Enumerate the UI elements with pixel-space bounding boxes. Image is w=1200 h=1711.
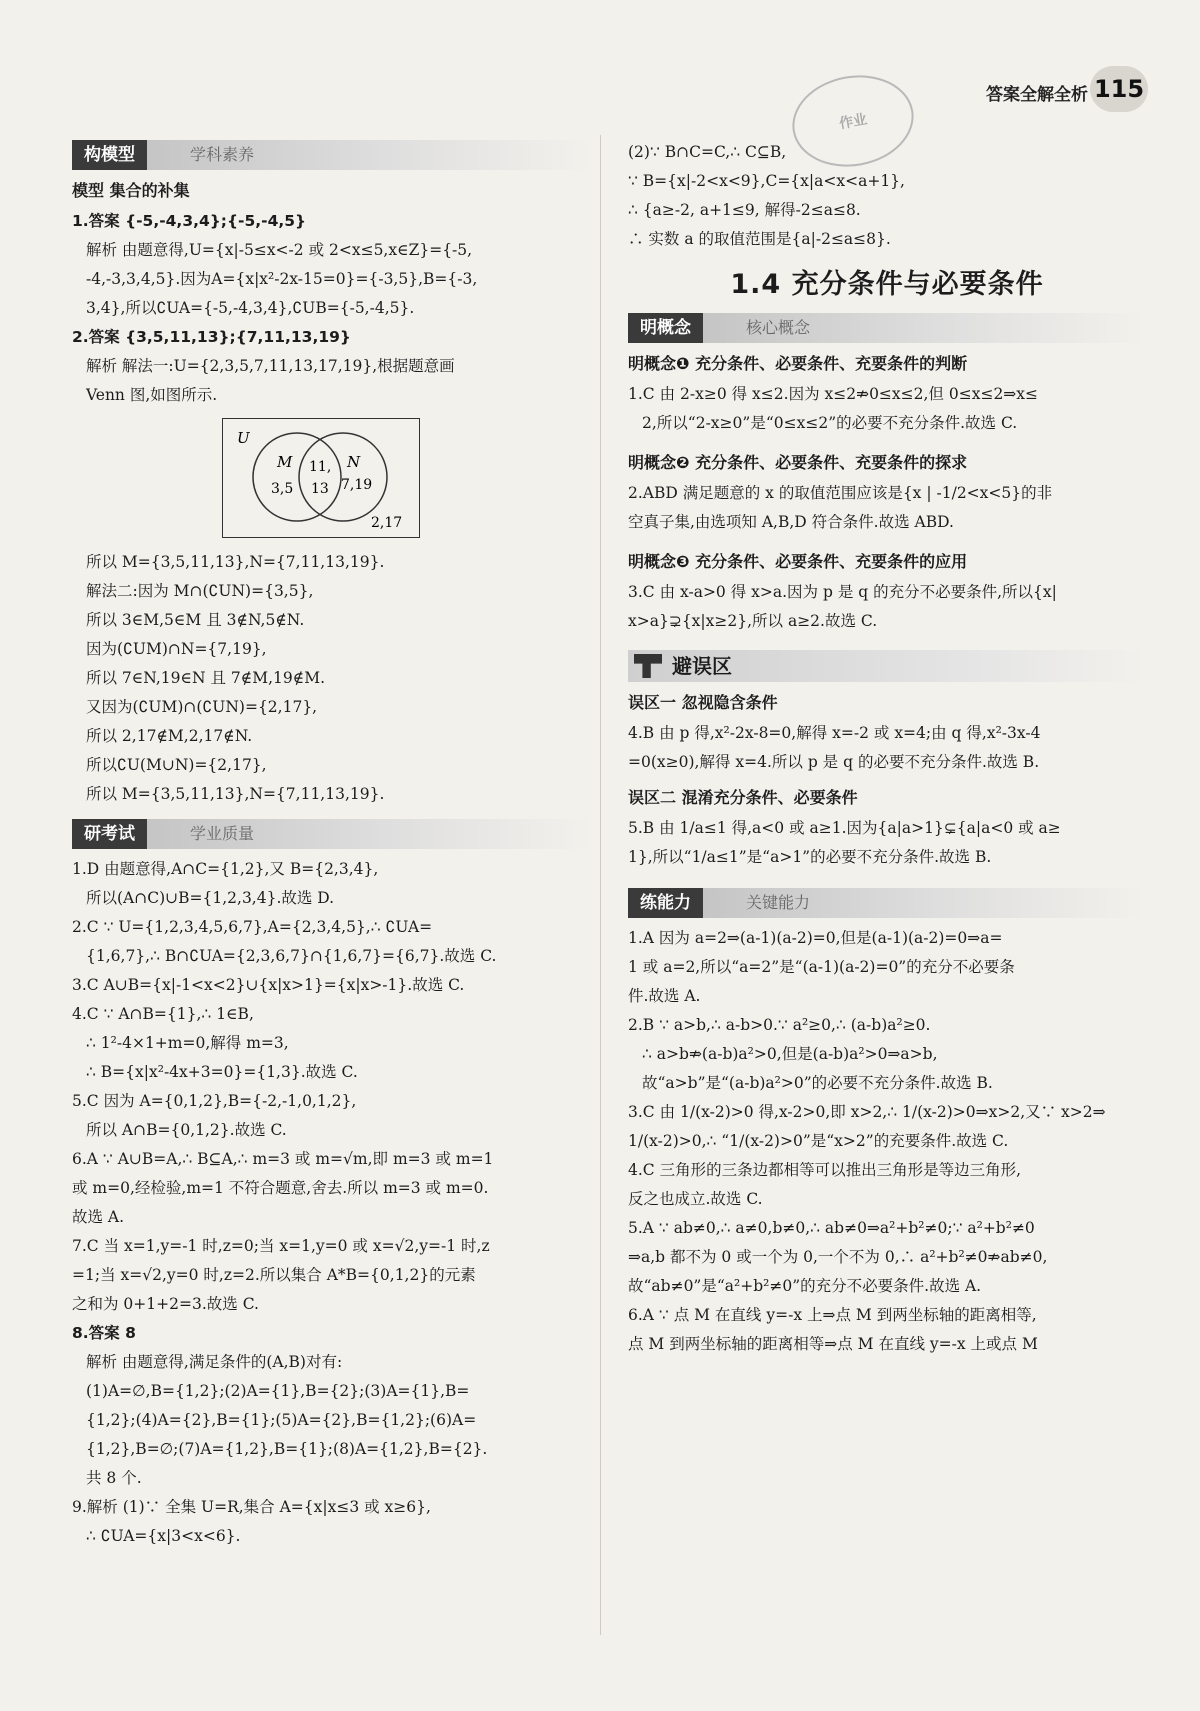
venn-n-only: 7,19 <box>341 477 373 493</box>
text-line: 解析 由题意得,U={x|-5≤x<-2 或 2<x≤5,x∈Z}={-5, <box>86 241 473 259</box>
avoid-mistakes-banner <box>628 650 1146 682</box>
q2-answer: 2.答案 {3,5,11,13};{7,11,13,19} <box>72 328 351 346</box>
venn-both-bottom: 13 <box>311 481 329 497</box>
text-line: 5.B 由 1/a≤1 得,a<0 或 a≥1.因为{a|a>1}⊊{a|a<0 或 a≥ <box>628 819 1061 837</box>
section-title: 1.4 充分条件与必要条件 <box>730 269 1044 300</box>
q1-answer: 1.答案 {-5,-4,3,4};{-5,-4,5} <box>72 212 307 230</box>
text-line: 所以 M={3,5,11,13},N={7,11,13,19}. <box>86 553 385 571</box>
text-line: ∴ B={x|x²-4x+3=0}={1,3}.故选 C. <box>86 1063 358 1081</box>
banner-tag: 练能力 <box>628 888 703 918</box>
section-banner-model <box>72 140 592 170</box>
warning-icon <box>634 654 662 678</box>
text-line: 1.C 由 2-x≥0 得 x≤2.因为 x≤2⇏0≤x≤2,但 0≤x≤2⇒x≤ <box>628 385 1039 403</box>
banner-sub: 核心概念 <box>746 318 811 337</box>
text-line: 所以 3∈M,5∈M 且 3∉N,5∉N. <box>86 611 305 629</box>
section-banner-concept <box>628 313 1146 343</box>
text-line: 所以 M={3,5,11,13},N={7,11,13,19}. <box>86 785 385 803</box>
text-line: 所以∁U(M∪N)={2,17}, <box>86 756 267 774</box>
banner-sub: 学科素养 <box>190 145 255 164</box>
text-line: 所以 2,17∉M,2,17∉N. <box>86 727 253 745</box>
text-line: 又因为(∁UM)∩(∁UN)={2,17}, <box>86 698 318 716</box>
venn-diagram <box>222 418 420 538</box>
right-column <box>628 138 1146 1359</box>
text-line: 1.A 因为 a=2⇒(a-1)(a-2)=0,但是(a-1)(a-2)=0⇒a= <box>628 929 1003 947</box>
text-line: ∴ {a≥-2, a+1≤9, 解得-2≤a≤8. <box>628 201 861 219</box>
text-line: 所以 7∈N,19∈N 且 7∉M,19∉M. <box>86 669 326 687</box>
column-divider <box>600 135 601 1635</box>
text-line: 9.解析 (1)∵ 全集 U=R,集合 A={x|x≤3 或 x≥6}, <box>72 1498 431 1516</box>
text-line: 故“a>b”是“(a-b)a²>0”的必要不充分条件.故选 B. <box>642 1074 993 1092</box>
venn-both-top: 11, <box>309 459 332 475</box>
text-line: 反之也成立.故选 C. <box>628 1190 763 1208</box>
text-line: 所以 A∩B={0,1,2}.故选 C. <box>86 1121 287 1139</box>
mistake-heading-1: 误区一 忽视隐含条件 <box>628 693 778 712</box>
text-line: 因为(∁UM)∩N={7,19}, <box>86 640 267 658</box>
banner-tag: 研考试 <box>72 819 147 849</box>
text-line: 3.C 由 x-a>0 得 x>a.因为 p 是 q 的充分不必要条件,所以{x| <box>628 583 1057 601</box>
text-line: 5.C 因为 A={0,1,2},B={-2,-1,0,1,2}, <box>72 1092 357 1110</box>
text-line: 解析 由题意得,满足条件的(A,B)对有: <box>86 1353 343 1371</box>
page-number: 115 <box>1090 66 1148 112</box>
text-line: 5.A ∵ ab≠0,∴ a≠0,b≠0,∴ ab≠0⇒a²+b²≠0;∵ a²+b²≠0 <box>628 1219 1035 1237</box>
text-line: Venn 图,如图所示. <box>86 386 218 404</box>
text-line: 1 或 a=2,所以“a=2”是“(a-1)(a-2)=0”的充分不必要条 <box>628 958 1015 976</box>
text-line: 共 8 个. <box>86 1469 142 1487</box>
text-line: {1,2},B=∅;(7)A={1,2},B={1};(8)A={1,2},B={2}. <box>86 1440 488 1458</box>
text-line: ∵ B={x|-2<x<9},C={x|a<x<a+1}, <box>628 172 905 190</box>
stamp-text: 作业 <box>837 111 869 133</box>
text-line: 4.C 三角形的三条边都相等可以推出三角形是等边三角形, <box>628 1161 1022 1179</box>
text-line: 3.C 由 1/(x-2)>0 得,x-2>0,即 x>2,∴ 1/(x-2)>0⇒x>2,又∵ x>2⇒ <box>628 1103 1106 1121</box>
text-line: ∴ ∁UA={x|3<x<6}. <box>86 1527 241 1545</box>
model-title: 模型 集合的补集 <box>72 181 190 200</box>
text-line: 8.答案 8 <box>72 1324 136 1342</box>
venn-n-label: N <box>347 453 361 471</box>
text-line: 4.B 由 p 得,x²-2x-8=0,解得 x=-2 或 x=4;由 q 得,x²-3x-4 <box>628 724 1041 742</box>
exam-answers <box>72 855 592 1551</box>
text-line: {1,6,7},∴ B∩∁UA={2,3,6,7}∩{1,6,7}={6,7}.故选 C. <box>86 947 497 965</box>
text-line: 3,4},所以∁UA={-5,-4,3,4},∁UB={-5,-4,5}. <box>86 299 415 317</box>
avoid-label: 避误区 <box>672 654 732 678</box>
text-line: -4,-3,3,4,5}.因为A={x|x²-2x-15=0}={-3,5},B={-3, <box>86 270 478 288</box>
text-line: 或 m=0,经检验,m=1 不符合题意,舍去.所以 m=3 或 m=0. <box>72 1179 489 1197</box>
q1-analysis <box>72 236 592 323</box>
practice-answers <box>628 924 1146 1359</box>
venn-circle-m <box>253 433 341 521</box>
banner-tag: 构模型 <box>72 140 147 170</box>
text-line: 故“ab≠0”是“a²+b²≠0”的充分不必要条件.故选 A. <box>628 1277 982 1295</box>
text-line: 3.C A∪B={x|-1<x<2}∪{x|x>1}={x|x>-1}.故选 C. <box>72 976 465 994</box>
section-banner-exam <box>72 819 592 849</box>
section-banner-practice <box>628 888 1146 918</box>
text-line: 1},所以“1/a≤1”是“a>1”的必要不充分条件.故选 B. <box>628 848 992 866</box>
text-line: ⇒a,b 都不为 0 或一个为 0,一个不为 0,∴ a²+b²≠0⇏ab≠0, <box>628 1248 1048 1266</box>
text-line: 2.C ∵ U={1,2,3,4,5,6,7},A={2,3,4,5},∴ ∁UA= <box>72 918 433 936</box>
text-line: 解析 解法一:U={2,3,5,7,11,13,17,19},根据题意画 <box>86 357 455 375</box>
venn-m-label: M <box>277 453 293 471</box>
text-line: =1;当 x=√2,y=0 时,z=2.所以集合 A*B={0,1,2}的元素 <box>72 1266 476 1284</box>
text-line: (2)∵ B∩C=C,∴ C⊆B, <box>628 143 787 161</box>
text-line: 故选 A. <box>72 1208 125 1226</box>
text-line: 7.C 当 x=1,y=-1 时,z=0;当 x=1,y=0 或 x=√2,y=-1 时,z <box>72 1237 490 1255</box>
concept-heading-1: 明概念❶ 充分条件、必要条件、充要条件的判断 <box>628 354 968 373</box>
text-line: 2.B ∵ a>b,∴ a-b>0.∵ a²≥0,∴ (a-b)a²≥0. <box>628 1016 931 1034</box>
text-line: =0(x≥0),解得 x=4.所以 p 是 q 的必要不充分条件.故选 B. <box>628 753 1040 771</box>
mistake-heading-2: 误区二 混淆充分条件、必要条件 <box>628 788 858 807</box>
text-line: x>a}⊋{x|x≥2},所以 a≥2.故选 C. <box>628 612 878 630</box>
concept-heading-2: 明概念❷ 充分条件、必要条件、充要条件的探求 <box>628 453 968 472</box>
text-line: 点 M 到两坐标轴的距离相等⇒点 M 在直线 y=-x 上或点 M <box>628 1335 1038 1353</box>
continued-answer <box>628 138 1146 254</box>
text-line: ∴ a>b⇏(a-b)a²>0,但是(a-b)a²>0⇒a>b, <box>642 1045 938 1063</box>
text-line: 件.故选 A. <box>628 987 701 1005</box>
header-title: 答案全解全析 <box>986 85 1088 105</box>
text-line: 1.D 由题意得,A∩C={1,2},又 B={2,3,4}, <box>72 860 379 878</box>
q2-analysis <box>72 352 592 410</box>
text-line: 之和为 0+1+2=3.故选 C. <box>72 1295 259 1313</box>
text-line: 6.A ∵ 点 M 在直线 y=-x 上⇒点 M 到两坐标轴的距离相等, <box>628 1306 1037 1324</box>
text-line: 解法二:因为 M∩(∁UN)={3,5}, <box>86 582 314 600</box>
text-line: 空真子集,由选项知 A,B,D 符合条件.故选 ABD. <box>628 513 954 531</box>
text-line: (1)A=∅,B={1,2};(2)A={1},B={2};(3)A={1},B= <box>86 1382 470 1400</box>
text-line: 所以(A∩C)∪B={1,2,3,4}.故选 D. <box>86 889 335 907</box>
text-line: ∴ 1²-4×1+m=0,解得 m=3, <box>86 1034 289 1052</box>
banner-tag: 明概念 <box>628 313 703 343</box>
banner-sub: 关键能力 <box>746 893 811 912</box>
text-line: 2.ABD 满足题意的 x 的取值范围应该是{x | -1/2<x<5}的非 <box>628 484 1053 502</box>
text-line: 1/(x-2)>0,∴ “1/(x-2)>0”是“x>2”的充要条件.故选 C. <box>628 1132 1009 1150</box>
concept-heading-3: 明概念❸ 充分条件、必要条件、充要条件的应用 <box>628 552 968 571</box>
venn-outside: 2,17 <box>371 515 403 531</box>
text-line: ∴ 实数 a 的取值范围是{a|-2≤a≤8}. <box>628 230 891 248</box>
text-line: 2,所以“2-x≥0”是“0≤x≤2”的必要不充分条件.故选 C. <box>642 414 1018 432</box>
left-column <box>72 138 592 1551</box>
text-line: {1,2};(4)A={2},B={1};(5)A={2},B={1,2};(6)A= <box>86 1411 477 1429</box>
q2-continuation <box>72 548 592 809</box>
banner-sub: 学业质量 <box>190 824 255 843</box>
text-line: 6.A ∵ A∪B=A,∴ B⊆A,∴ m=3 或 m=√m,即 m=3 或 m=1 <box>72 1150 494 1168</box>
venn-u-label: U <box>237 429 250 447</box>
venn-m-only: 3,5 <box>271 481 294 497</box>
text-line: 4.C ∵ A∩B={1},∴ 1∈B, <box>72 1005 254 1023</box>
